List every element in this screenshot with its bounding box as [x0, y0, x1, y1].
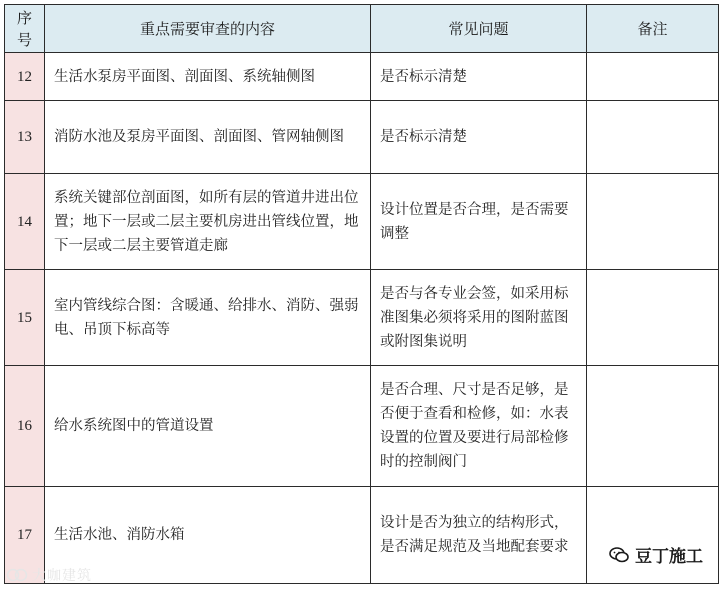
header-content: 重点需要审查的内容	[45, 5, 371, 53]
row-issue: 是否标示清楚	[371, 101, 587, 174]
header-row	[5, 5, 719, 53]
row-remark	[587, 366, 719, 487]
row-content: 生活水池、消防水箱	[45, 487, 371, 584]
table-row	[5, 270, 719, 366]
row-seq: 17	[5, 487, 45, 584]
table-row	[5, 174, 719, 270]
review-table	[4, 4, 719, 584]
header-seq-line2: 号	[16, 30, 32, 49]
row-content: 生活水泵房平面图、剖面图、系统轴侧图	[45, 53, 371, 101]
row-content: 消防水池及泵房平面图、剖面图、管网轴侧图	[45, 101, 371, 174]
table-row	[5, 366, 719, 487]
row-content: 系统关键部位剖面图，如所有层的管道井进出位置；地下一层或二层主要机房进出管线位置，地下一层或二层主要管道走廊	[45, 174, 371, 270]
table-row	[5, 101, 719, 174]
row-content: 室内管线综合图：含暖通、给排水、消防、强弱电、吊顶下标高等	[45, 270, 371, 366]
row-issue: 设计是否为独立的结构形式，是否满足规范及当地配套要求	[371, 487, 587, 584]
row-seq: 14	[5, 174, 45, 270]
row-remark	[587, 174, 719, 270]
header-seq	[5, 5, 45, 53]
row-remark	[587, 53, 719, 101]
row-seq: 12	[5, 53, 45, 101]
wechat-icon	[609, 547, 629, 563]
row-issue: 设计位置是否合理，是否需要调整	[371, 174, 587, 270]
row-remark	[587, 101, 719, 174]
row-issue: 是否与各专业会签，如采用标准图集必须将采用的图附蓝图或附图集说明	[371, 270, 587, 366]
brand-text: 豆丁施工	[635, 547, 703, 567]
header-remarks: 备注	[587, 5, 719, 53]
row-remark	[587, 270, 719, 366]
row-seq: 13	[5, 101, 45, 174]
table-row	[5, 53, 719, 101]
row-issue: 是否合理、尺寸是否足够，是否便于查看和检修，如：水表设置的位置及要进行局部检修时的控制阀门	[371, 366, 587, 487]
logo-icon	[6, 568, 28, 582]
row-remark	[587, 487, 719, 584]
row-seq: 15	[5, 270, 45, 366]
source-watermark	[6, 565, 92, 585]
header-issues: 常见问题	[371, 5, 587, 53]
source-text: 大咖建筑	[32, 568, 92, 584]
table-row	[5, 487, 719, 584]
header-seq-line1: 序	[16, 8, 32, 27]
brand-watermark	[609, 542, 703, 567]
row-seq: 16	[5, 366, 45, 487]
row-issue: 是否标示清楚	[371, 53, 587, 101]
row-content: 给水系统图中的管道设置	[45, 366, 371, 487]
